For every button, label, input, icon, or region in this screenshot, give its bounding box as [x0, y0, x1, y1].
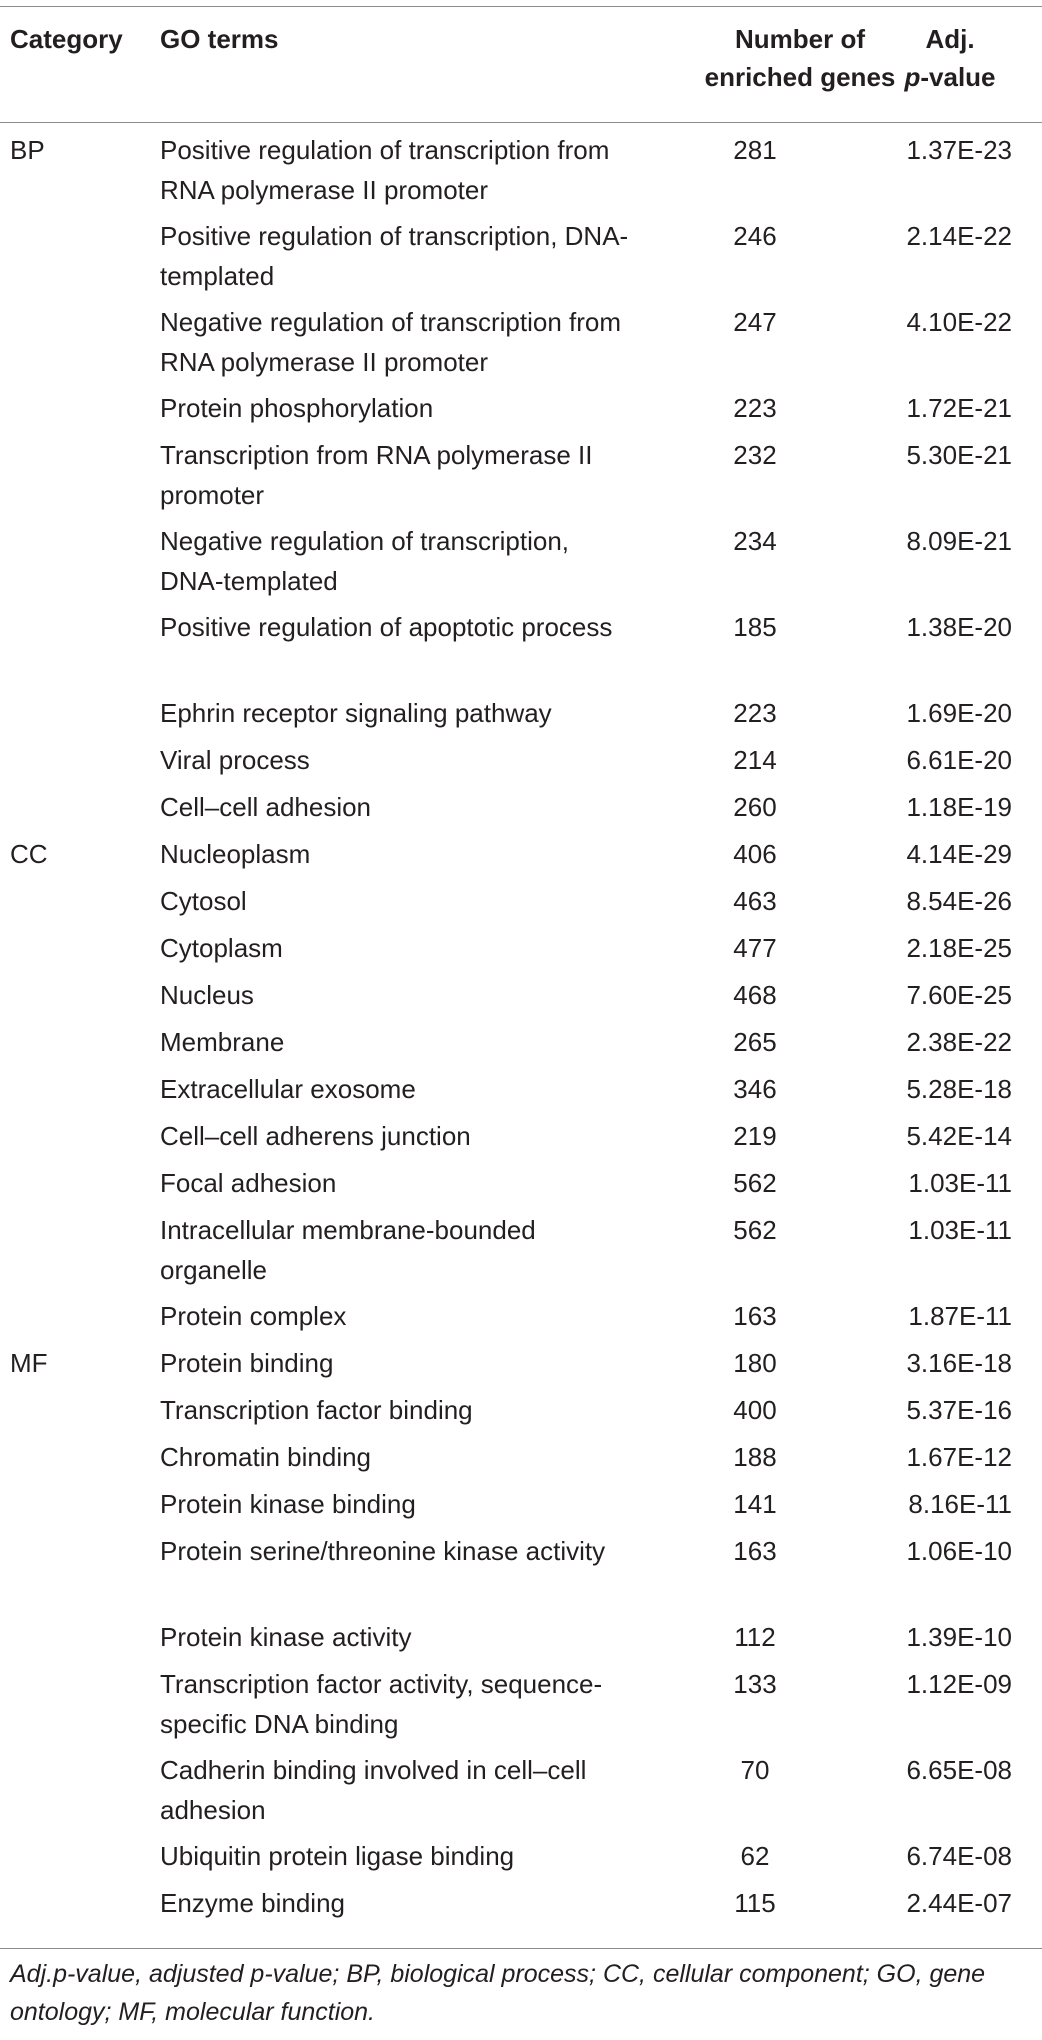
- gene-count-cell: 265: [733, 1027, 777, 1057]
- table-row: [0, 693, 1042, 740]
- adj-p-value-cell: 5.42E-14: [906, 1121, 1012, 1151]
- go-term-cell: Protein serine/threonine kinase activity: [160, 1536, 606, 1566]
- go-term-cell: Cell–cell adhesion: [160, 792, 372, 822]
- top-rule: [0, 6, 1042, 7]
- bottom-rule: [0, 1948, 1042, 1949]
- gene-count-cell: 260: [733, 792, 777, 822]
- go-term-cell: Positive regulation of transcription, DNA-templated: [160, 221, 629, 291]
- gene-count-cell: 562: [733, 1215, 777, 1245]
- category-cell: BP: [10, 135, 45, 165]
- go-term-cell: Negative regulation of transcription, DNA-templated: [160, 526, 570, 596]
- adj-p-value-cell: 1.67E-12: [906, 1442, 1012, 1472]
- go-term-cell: Protein binding: [160, 1348, 334, 1378]
- gene-count-cell: 232: [733, 440, 777, 470]
- table-row: [0, 1664, 1042, 1750]
- go-term-cell: Positive regulation of apoptotic process: [160, 612, 613, 642]
- table-row: [0, 521, 1042, 607]
- gene-count-cell: 281: [733, 135, 777, 165]
- go-term-cell: Nucleoplasm: [160, 839, 311, 869]
- table-row: [0, 1836, 1042, 1883]
- header-adj-p-value: [860, 20, 1040, 96]
- category-cell: MF: [10, 1348, 48, 1378]
- table-row: [0, 834, 1042, 881]
- table-row: [0, 740, 1042, 787]
- go-term-cell: Ubiquitin protein ligase binding: [160, 1841, 515, 1871]
- adj-p-value-cell: 1.72E-21: [906, 393, 1012, 423]
- adj-p-value-cell: 1.38E-20: [906, 612, 1012, 642]
- table-row: [0, 1390, 1042, 1437]
- adj-p-value-cell: 2.14E-22: [906, 221, 1012, 251]
- table-row: [0, 1210, 1042, 1296]
- go-term-cell: Positive regulation of transcription from RNA polymerase II promoter: [160, 135, 610, 205]
- adj-p-value-cell: 2.38E-22: [906, 1027, 1012, 1057]
- table-row: [0, 975, 1042, 1022]
- gene-count-cell: 214: [733, 745, 777, 775]
- table-row: [0, 388, 1042, 435]
- go-term-cell: Transcription from RNA polymerase II promoter: [160, 440, 593, 510]
- adj-p-value-cell: 8.16E-11: [908, 1489, 1012, 1519]
- gene-count-cell: 115: [734, 1888, 776, 1918]
- table-footnote: Adj.p-value, adjusted p-value; BP, biological process; CC, cellular component; GO, gene ontology; MF, molecular function.: [10, 1960, 986, 2026]
- adj-p-value-cell: 1.18E-19: [906, 792, 1012, 822]
- adj-p-value-cell: 4.14E-29: [906, 839, 1012, 869]
- adj-p-value-cell: 6.65E-08: [906, 1755, 1012, 1785]
- table-row: [0, 1296, 1042, 1343]
- table-row: [0, 1022, 1042, 1069]
- table-row: [0, 1343, 1042, 1390]
- header-num-line2: enriched genes: [704, 62, 896, 92]
- go-term-cell: Cadherin binding involved in cell–cell adhesion: [160, 1755, 587, 1825]
- go-term-cell: Negative regulation of transcription from RNA polymerase II promoter: [160, 307, 622, 377]
- go-term-cell: Extracellular exosome: [160, 1074, 416, 1104]
- header-category: Category: [10, 24, 123, 54]
- adj-p-value-cell: 1.03E-11: [908, 1215, 1012, 1245]
- go-term-cell: Protein phosphorylation: [160, 393, 434, 423]
- header-p-line2: [860, 58, 1040, 96]
- header-p-line1: Adj.: [925, 24, 975, 54]
- table-row: [0, 1484, 1042, 1531]
- gene-count-cell: 188: [733, 1442, 777, 1472]
- adj-p-value-cell: 8.09E-21: [906, 526, 1012, 556]
- gene-count-cell: 133: [733, 1669, 777, 1699]
- adj-p-value-cell: 1.03E-11: [908, 1168, 1012, 1198]
- adj-p-value-cell: 7.60E-25: [906, 980, 1012, 1010]
- gene-count-cell: 180: [733, 1348, 777, 1378]
- gene-count-cell: 112: [734, 1622, 776, 1652]
- gene-count-cell: 247: [733, 307, 777, 337]
- table-row: [0, 130, 1042, 216]
- go-term-cell: Protein kinase activity: [160, 1622, 412, 1652]
- adj-p-value-cell: 3.16E-18: [906, 1348, 1012, 1378]
- gene-count-cell: 234: [733, 526, 777, 556]
- adj-p-value-cell: 6.74E-08: [906, 1841, 1012, 1871]
- go-term-cell: Intracellular membrane-bounded organelle: [160, 1215, 536, 1285]
- gene-count-cell: 163: [733, 1301, 777, 1331]
- gene-count-cell: 70: [740, 1755, 770, 1785]
- go-term-cell: Protein complex: [160, 1301, 347, 1331]
- header-go-terms: GO terms: [160, 24, 279, 54]
- table-row: [0, 1116, 1042, 1163]
- adj-p-value-cell: 8.54E-26: [906, 886, 1012, 916]
- gene-count-cell: 562: [733, 1168, 777, 1198]
- header-num-line1: Number of: [735, 24, 865, 54]
- go-term-cell: Cytoplasm: [160, 933, 283, 963]
- gene-count-cell: 463: [733, 886, 777, 916]
- table-row: [0, 435, 1042, 521]
- gene-count-cell: 219: [733, 1121, 777, 1151]
- gene-count-cell: 185: [733, 612, 777, 642]
- adj-p-value-cell: 1.12E-09: [906, 1669, 1012, 1699]
- table-row: [0, 881, 1042, 928]
- gene-count-cell: 400: [733, 1395, 777, 1425]
- header-p-italic: p: [904, 62, 921, 92]
- gene-count-cell: 62: [740, 1841, 770, 1871]
- gene-count-cell: 477: [733, 933, 777, 963]
- adj-p-value-cell: 1.37E-23: [906, 135, 1012, 165]
- adj-p-value-cell: 1.39E-10: [906, 1622, 1012, 1652]
- adj-p-value-cell: 2.44E-07: [906, 1888, 1012, 1918]
- table-row: [0, 1437, 1042, 1484]
- go-term-cell: Cytosol: [160, 886, 247, 916]
- adj-p-value-cell: 4.10E-22: [906, 307, 1012, 337]
- go-term-cell: Transcription factor binding: [160, 1395, 473, 1425]
- adj-p-value-cell: 1.87E-11: [908, 1301, 1012, 1331]
- adj-p-value-cell: 1.69E-20: [906, 698, 1012, 728]
- table-row: [0, 607, 1042, 693]
- table-row: [0, 1163, 1042, 1210]
- gene-count-cell: 141: [733, 1489, 777, 1519]
- category-cell: CC: [10, 839, 48, 869]
- adj-p-value-cell: 6.61E-20: [906, 745, 1012, 775]
- header-p-rest: -value: [920, 62, 996, 92]
- go-term-cell: Membrane: [160, 1027, 285, 1057]
- table-row: [0, 1617, 1042, 1664]
- go-term-cell: Transcription factor activity, sequence-specific DNA binding: [160, 1669, 603, 1739]
- go-term-cell: Chromatin binding: [160, 1442, 372, 1472]
- go-term-cell: Enzyme binding: [160, 1888, 345, 1918]
- table-row: [0, 302, 1042, 388]
- table-row: [0, 1531, 1042, 1617]
- gene-count-cell: 406: [733, 839, 777, 869]
- table-row: [0, 1883, 1042, 1930]
- adj-p-value-cell: 5.37E-16: [906, 1395, 1012, 1425]
- adj-p-value-cell: 5.30E-21: [906, 440, 1012, 470]
- table-row: [0, 1750, 1042, 1836]
- table-row: [0, 1069, 1042, 1116]
- go-term-cell: Focal adhesion: [160, 1168, 337, 1198]
- table-body: [0, 130, 1042, 1930]
- gene-count-cell: 346: [733, 1074, 777, 1104]
- go-term-cell: Cell–cell adherens junction: [160, 1121, 471, 1151]
- go-term-cell: Protein kinase binding: [160, 1489, 416, 1519]
- gene-count-cell: 223: [733, 698, 777, 728]
- table-row: [0, 787, 1042, 834]
- table-header: [0, 20, 1042, 125]
- adj-p-value-cell: 2.18E-25: [906, 933, 1012, 963]
- go-term-cell: Viral process: [160, 745, 310, 775]
- table-row: [0, 216, 1042, 302]
- gene-count-cell: 246: [733, 221, 777, 251]
- gene-count-cell: 163: [733, 1536, 777, 1566]
- gene-count-cell: 223: [733, 393, 777, 423]
- go-term-cell: Ephrin receptor signaling pathway: [160, 698, 552, 728]
- gene-count-cell: 468: [733, 980, 777, 1010]
- adj-p-value-cell: 5.28E-18: [906, 1074, 1012, 1104]
- adj-p-value-cell: 1.06E-10: [906, 1536, 1012, 1566]
- header-rule: [0, 122, 1042, 123]
- go-term-cell: Nucleus: [160, 980, 254, 1010]
- table-row: [0, 928, 1042, 975]
